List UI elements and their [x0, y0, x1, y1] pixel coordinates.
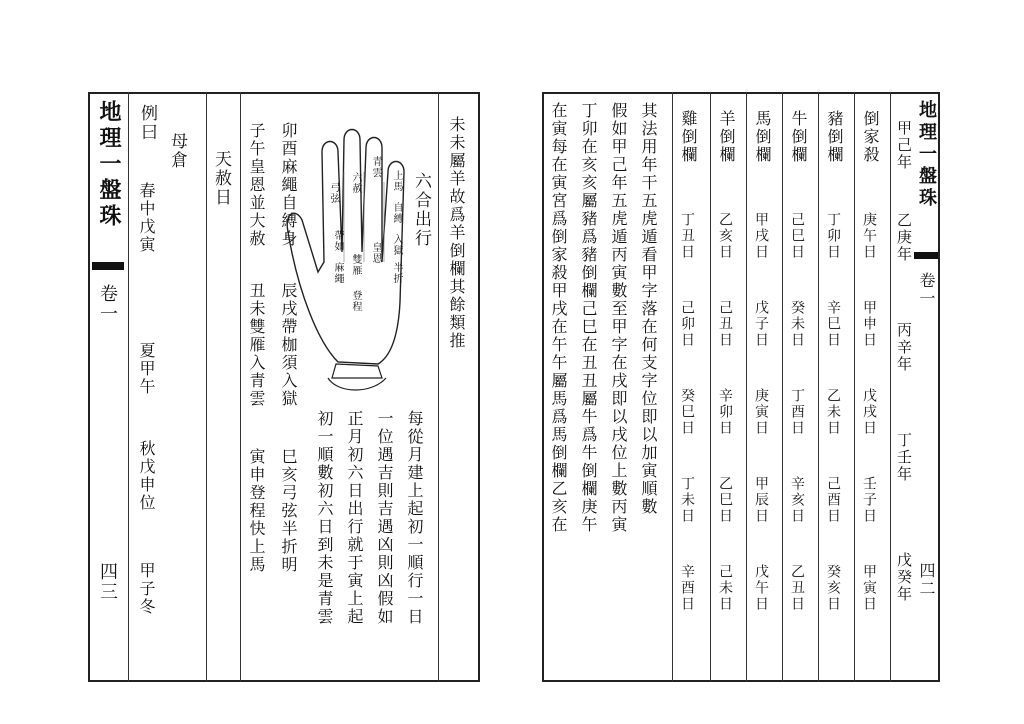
- hand-label: 雙雁: [350, 254, 361, 276]
- table-cell: 乙丑日: [789, 564, 805, 612]
- text-column: 秋戊申位: [137, 440, 156, 512]
- text-column: 夏甲午: [137, 342, 156, 396]
- hand-drawing-icon: [278, 112, 418, 402]
- row-label: 牛倒欄: [789, 110, 808, 164]
- day-table: [674, 92, 900, 682]
- divider: [206, 92, 207, 682]
- divider: [240, 92, 241, 682]
- year-header: 戊癸年: [895, 552, 913, 603]
- hand-label: 青雲: [370, 156, 381, 178]
- verse-line: 辰戌帶枷須入獄: [279, 282, 298, 408]
- hand-label: 六赦: [350, 172, 361, 194]
- hand-label: 半折: [391, 262, 402, 284]
- text-column: 春中戊寅: [137, 182, 156, 254]
- left-edge-page-number: 四三: [97, 562, 118, 602]
- table-cell: 辛巳日: [825, 300, 841, 348]
- table-cell: 甲戌日: [753, 212, 769, 260]
- table-cell: 癸巳日: [679, 388, 695, 436]
- divider: [890, 92, 891, 682]
- text-column: 初一順數初六日到未是青雲: [315, 410, 334, 626]
- text-column: 甲子冬: [137, 562, 156, 616]
- table-cell: 戊子日: [753, 300, 769, 348]
- table-cell: 己卯日: [679, 300, 695, 348]
- table-cell: 癸未日: [789, 300, 805, 348]
- right-edge-fishtail: [914, 252, 938, 259]
- hand-label: 上馬: [391, 170, 402, 192]
- table-cell: 癸亥日: [825, 564, 841, 612]
- left-edge-volume: 卷一: [97, 284, 118, 324]
- hand-label: 皇恩: [370, 242, 381, 264]
- text-column: 一位遇吉則吉遇凶則凶假如: [375, 410, 394, 626]
- right-page: [542, 92, 940, 682]
- section-heading-mucang: 母倉: [167, 132, 187, 170]
- table-cell: 甲申日: [861, 300, 877, 348]
- table-cell: 辛卯日: [717, 388, 733, 436]
- row-label: 倒家殺: [861, 110, 880, 164]
- table-cell: 丁未日: [679, 476, 695, 524]
- hand-label: 登程: [350, 290, 361, 312]
- row-label: 馬倒欄: [753, 110, 772, 164]
- divider: [438, 92, 439, 682]
- hand-label: 弓弦: [328, 182, 339, 204]
- hand-label: 麻繩: [332, 262, 343, 284]
- table-cell: 戊戌日: [861, 388, 877, 436]
- section-heading-liuhe: 六合出行: [411, 172, 431, 248]
- hand-illustration: [278, 112, 418, 402]
- table-cell: 乙巳日: [717, 476, 733, 524]
- row-label: 雞倒欄: [679, 110, 698, 164]
- table-cell: 丁丑日: [679, 212, 695, 260]
- table-cell: 甲寅日: [861, 564, 877, 612]
- row-label: 羊倒欄: [717, 110, 736, 164]
- left-edge-fishtail: [92, 262, 124, 270]
- hand-label: 帶如: [332, 230, 343, 252]
- right-edge-title: 地理一盤珠: [916, 100, 937, 210]
- year-header: 乙庚年: [895, 212, 913, 263]
- verse-line: 子午皇恩並大赦: [247, 122, 266, 248]
- verse-line: 卯酉麻繩自縛身: [279, 122, 298, 248]
- table-cell: 己酉日: [825, 476, 841, 524]
- table-cell: 庚寅日: [753, 388, 769, 436]
- year-header: 丁壬年: [895, 432, 913, 483]
- table-cell: 乙未日: [825, 388, 841, 436]
- table-cell: 辛酉日: [679, 564, 695, 612]
- hand-label: 自縛: [391, 202, 402, 224]
- divider: [128, 92, 129, 682]
- table-cell: 庚午日: [861, 212, 877, 260]
- divider: [818, 92, 819, 682]
- verse-line: 巳亥弓弦半折明: [279, 448, 298, 574]
- table-cell: 己丑日: [717, 300, 733, 348]
- text-column: 例曰: [137, 104, 157, 142]
- left-edge-title: 地理一盤珠: [96, 100, 122, 230]
- right-edge-page-number: 四二: [917, 562, 936, 598]
- table-cell: 甲辰日: [753, 476, 769, 524]
- table-cell: 丁卯日: [825, 212, 841, 260]
- hand-label: 入獄: [391, 234, 402, 256]
- text-column: 其法用年干五虎遁看甲字落在何支字位即以加寅順數: [639, 102, 658, 516]
- text-column: 在寅每在寅宮爲倒家殺甲戌在午午屬馬爲馬倒欄乙亥在: [549, 102, 568, 534]
- text-column: 正月初六日出行就于寅上起: [345, 410, 364, 626]
- table-cell: 戊午日: [753, 564, 769, 612]
- text-column: 丁卯在亥亥屬豬爲豬倒欄己巳在丑丑屬牛爲牛倒欄庚午: [579, 102, 598, 534]
- divider: [672, 92, 673, 682]
- divider: [782, 92, 783, 682]
- table-cell: 丁酉日: [789, 388, 805, 436]
- row-label: 豬倒欄: [825, 110, 844, 164]
- year-header: 甲己年: [895, 120, 913, 171]
- verse-line: 丑未雙雁入青雲: [247, 282, 266, 408]
- divider: [854, 92, 855, 682]
- verse-line: 寅申登程快上馬: [247, 448, 266, 574]
- text-column: 假如甲己年五虎遁丙寅數至甲字在戌即以戌位上數丙寅: [609, 102, 628, 534]
- divider: [746, 92, 747, 682]
- table-cell: 乙亥日: [717, 212, 733, 260]
- text-column: 每從月建上起初一順行一日: [405, 410, 424, 626]
- right-edge-volume: 卷一: [917, 272, 936, 308]
- table-cell: 辛亥日: [789, 476, 805, 524]
- left-page: [88, 92, 480, 682]
- divider: [710, 92, 711, 682]
- section-heading-tianshe: 天赦日: [211, 150, 231, 207]
- year-header: 丙辛年: [895, 322, 913, 373]
- text-column: 未未屬羊故爲羊倒欄其餘類推: [447, 116, 466, 350]
- table-cell: 壬子日: [861, 476, 877, 524]
- table-cell: 己巳日: [789, 212, 805, 260]
- table-cell: 己未日: [717, 564, 733, 612]
